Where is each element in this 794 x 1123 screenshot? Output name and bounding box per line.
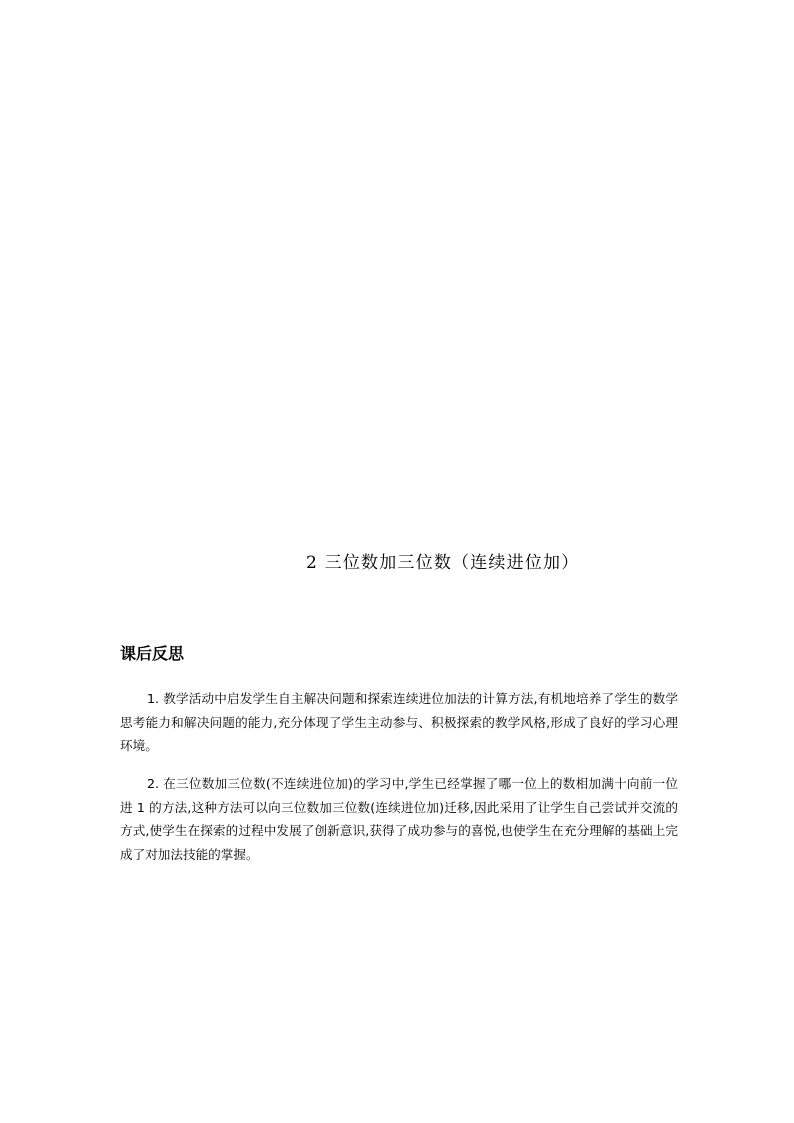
- section-heading-reflection: 课后反思: [120, 644, 185, 663]
- reflection-paragraph-1: 1. 教学活动中启发学生自主解决问题和探索连续进位加法的计算方法,有机地培养了学生的数学思考能力和解决问题的能力,充分体现了学生主动参与、积极探索的教学风格,形成了良好的学习心理环境。: [120, 691, 678, 753]
- reflection-paragraph-2: 2. 在三位数加三位数(不连续进位加)的学习中,学生已经掌握了哪一位上的数相加满十向前一位进 1 的方法,这种方法可以向三位数加三位数(连续进位加)迁移,因此采用了让学生自己尝试并交流的方式,使学生在探索的过程中发展了创新意识,获得了成功参与的喜悦,也使学生在充分理解的基础上完成了对加法技能的掌握。: [120, 776, 678, 862]
- lesson-title: 2 三位数加三位数（连续进位加）: [306, 553, 580, 573]
